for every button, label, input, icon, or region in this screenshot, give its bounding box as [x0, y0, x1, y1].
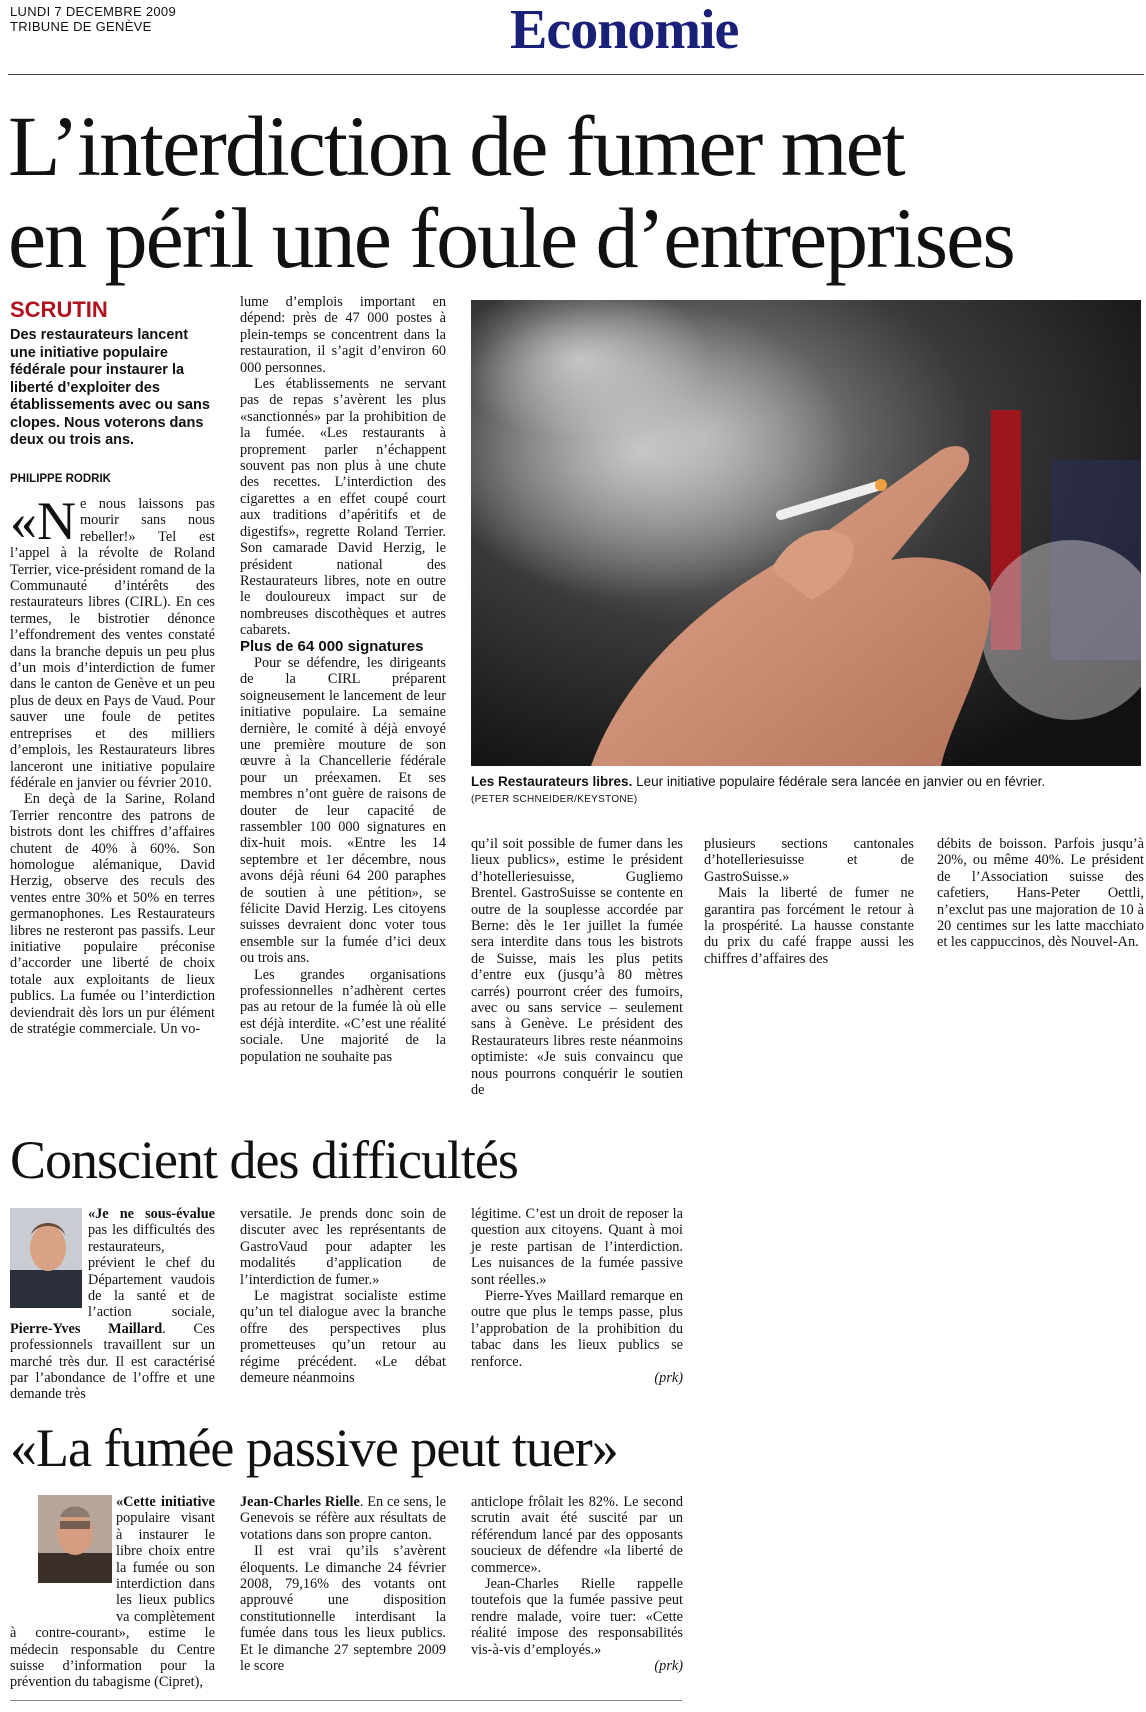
- caption-bold: Les Restaurateurs libres.: [471, 774, 633, 789]
- article-column-4: [704, 836, 914, 967]
- paragraph: [240, 1494, 446, 1543]
- box2-column-3: [471, 1494, 683, 1674]
- kicker: SCRUTIN: [10, 297, 108, 322]
- quote-bold: «Je ne sous-évalue: [88, 1206, 215, 1222]
- box1-column-3: [471, 1206, 683, 1386]
- section-title: Economie: [510, 0, 739, 61]
- lead-paragraph: Des restaurateurs lancent une initiative populaire fédérale pour instaurer la liberté d’exploiter des établissements avec ou sans clopes. Nous voterons dans deux ou trois ans.: [10, 327, 210, 448]
- article-photo: [471, 300, 1141, 766]
- box2-title: «La fumée passive peut tuer»: [10, 1418, 618, 1478]
- smoking-hand-photo: [471, 300, 1141, 766]
- box1-column-2: [240, 1206, 446, 1386]
- header-divider: [8, 74, 1144, 75]
- headline-line-1: L’interdiction de fumer met: [8, 98, 904, 194]
- paragraph: anticlope frôlait les 82%. Le second scrutin avait été suscité par un référendum lancé par des opposants soucieux de défendre «la liberté de commerce».: [471, 1494, 683, 1576]
- paragraph-text: . En ce sens, le Genevois se réfère aux résultats de votations dans son propre canton.: [240, 1494, 446, 1543]
- box1-title: Conscient des difficultés: [10, 1130, 518, 1190]
- photo-credit: (PETER SCHNEIDER/KEYSTONE): [471, 794, 638, 805]
- paragraph: Mais la liberté de fumer ne garantira pas forcément le retour à la prospérité. La hausse constante du prix du café frappe aussi les chiffres d’affaires des: [704, 885, 914, 967]
- paragraph: En deçà de la Sarine, Roland Terrier rencontre des patrons de bistrots dont les chiffres d’affaires chutent de 40% à 60%. Son homologue alémanique, David Herzig, observe des reculs des ventes entre 30% et 50% en terres germanophones. Les Restaurateurs libres ne resteront pas passifs. Leur initiative populaire préconise d’accorder une liberté de choix totale aux exploitants de lieux publics. La fumée ou l’interdiction deviendrait dès lors un pur élément de stratégie commerciale. Un vo-: [10, 791, 215, 1037]
- article-column-1: [10, 491, 215, 1037]
- headline: [8, 100, 1144, 284]
- author-sign: (prk): [654, 1658, 683, 1675]
- photo-caption: [471, 773, 1141, 790]
- author-sign: (prk): [654, 1370, 683, 1387]
- portrait-spacer: [10, 1206, 88, 1306]
- quote-bold: «Cette initiative: [116, 1494, 215, 1510]
- opening-paragraph: [10, 491, 215, 791]
- box1-column-1: [10, 1206, 215, 1403]
- article-column-2: [240, 294, 446, 1065]
- paragraph: versatile. Je prends donc soin de discuter avec les représentants de GastroVaud pour adapter les modalités d’application de l’interdiction de fumer.»: [240, 1206, 446, 1288]
- caption-text: Leur initiative populaire fédérale sera lancée en janvier ou en février.: [632, 774, 1046, 789]
- box2-column-1: [10, 1494, 215, 1691]
- portrait-spacer: [10, 1494, 116, 1612]
- box2-column-2: [240, 1494, 446, 1674]
- paragraph: lume d’emplois important en dépend: près de 47 000 postes à plein-temps se concentrent dans la restauration, il s’agit d’environ 60 000 personnes.: [240, 294, 446, 376]
- article-column-3: [471, 836, 683, 1099]
- paragraph: débits de boisson. Parfois jusqu’à 20%, ou même 40%. Le président de l’Association suisse des cafetiers, Hans-Peter Oettli, n’exclut pas une majoration de 10 à 20 centimes sur les latte macchiato et les cappuccinos, dès Nouvel-An.: [937, 836, 1144, 951]
- paragraph-text: pas les difficultés des restaurateurs, prévient le chef du Département vaudois de la santé et de l’action sociale,: [88, 1222, 215, 1321]
- paragraph: qu’il soit possible de fumer dans les lieux publics», estime le président d’hotelleriesuisse, Gugliemo Brentel. GastroSuisse se contente en outre de la souplesse accordée par Berne: dès le 1er juillet la fumée sera interdite dans tous les bistrots de Suisse, mais les plus petits d’entre eux (jusqu’à 80 mètres carrés) pourront créer des fumoirs, avec ou sans service – seulement sans à Genève. Le président des Restaurateurs libres reste néanmoins optimiste: «Je suis convaincu que nous pourrons conquérir le soutien de: [471, 836, 683, 1099]
- person-name: Pierre-Yves Maillard: [10, 1320, 163, 1337]
- paragraph-text: . Ces professionnels travaillent sur un marché très dur. Il est caractérisé par l’abondance de l’offre et une demande très: [10, 1320, 215, 1403]
- issue-date: LUNDI 7 DECEMBRE 2009: [10, 4, 176, 19]
- paragraph: [10, 1494, 215, 1691]
- paragraph: [10, 1206, 215, 1403]
- drop-cap: «N: [10, 491, 76, 551]
- paragraph: Pour se défendre, les dirigeants de la CIRL préparent soigneusement le lancement de leur initiative populaire. La semaine dernière, le comité à déjà envoyé une première mouture de son œuvre à la Chancellerie fédérale pour un préexamen. Et ses membres n’ont guère de raisons de douter de leur capacité de rassembler 100 000 signatures en dix-huit mois. «Entre les 14 septembre et 1er décembre, nous avons déjà réuni 64 200 paraphes de soutien à une pétition», se félicite David Herzig. Les citoyens suisses devraient donc voter tous ensemble sur la fumée d’ici deux ou trois ans.: [240, 654, 446, 967]
- paragraph: légitime. C’est un droit de reposer la question aux citoyens. Quant à moi je reste partisan de l’interdiction. Les nuisances de la fumée passive sont réelles.»: [471, 1206, 683, 1288]
- person-name: Jean-Charles Rielle: [240, 1494, 360, 1510]
- paragraph: Le magistrat socialiste estime qu’un tel dialogue avec la branche offre des perspectives plus prometteuses qu’un retour au régime précédent. «Le débat demeure néanmoins: [240, 1288, 446, 1387]
- byline: PHILIPPE RODRIK: [10, 473, 111, 485]
- paragraph: Pierre-Yves Maillard remarque en outre que plus le temps passe, plus l’approbation de la prohibition du tabac dans les lieux publics se renforce.: [471, 1288, 683, 1370]
- paragraph: Les établissements ne servant pas de repas s’avèrent les plus «sanctionnés» par la prohibition de la fumée. «Les restaurants à proprement parler n’échappent souvent pas non plus à une chute des recettes. L’interdiction des cigarettes a en effet coupé court aux traditions d’apéritifs et de digestifs», regrette Roland Terrier. Son camarade David Herzig, le président national des Restaurateurs libres, note en outre le douloureux impact sur de nombreuses discothèques et autres cabarets.: [240, 376, 446, 639]
- bottom-divider: [10, 1700, 682, 1701]
- opening-text: e nous laissons pas mourir sans nous rebeller!» Tel est l’appel à la révolte de Roland Terrier, vice-président romand de la Communauté d’intérêts des restaurateurs libres (CIRL). En ces termes, le bistrotier dénonce l’effondrement des ventes constaté dans la branche depuis un peu plus d’un mois d’interdiction de fumer dans le canton de Genève et un peu plus de deux en Pays de Vaud. Pour sauver une foule de petites entreprises et des milliers d’emplois, les Restaurateurs libres lanceront une initiative populaire fédérale en janvier ou février 2010.: [10, 496, 215, 791]
- masthead-date-block: [10, 4, 176, 34]
- newspaper-name: TRIBUNE DE GENÈVE: [10, 19, 152, 34]
- article-column-5: [937, 836, 1144, 951]
- headline-line-2: en péril une foule d’entreprises: [8, 190, 1014, 286]
- paragraph: plusieurs sections cantonales d’hotelleriesuisse et de GastroSuisse.»: [704, 836, 914, 885]
- subheading: Plus de 64 000 signatures: [240, 637, 424, 655]
- paragraph: Il est vrai qu’ils s’avèrent éloquents. Le dimanche 24 février 2008, 79,16% des votants ont approuvé une disposition constitutionnelle interdisant la fumée dans tous les lieux publics. Et le dimanche 27 septembre 2009 le score: [240, 1543, 446, 1675]
- paragraph: Les grandes organisations professionnelles n’adhèrent certes pas au retour de la fumée là où elle est déjà interdite. «C’est une réalité sociale. Une majorité de la population ne souhaite pas: [240, 966, 446, 1065]
- paragraph: Jean-Charles Rielle rappelle toutefois que la fumée passive peut rendre malade, voire tuer: «Cette réalité impose des responsabilités vis-à-vis d’employés.»: [471, 1576, 683, 1658]
- paragraph-text: populaire visant à instaurer le libre choix entre la fumée ou son interdiction dans les lieux publics va complètement à contre-courant», estime le médecin responsable du Centre suisse d’information pour la prévention du tabagisme (Cipret),: [10, 1510, 215, 1691]
